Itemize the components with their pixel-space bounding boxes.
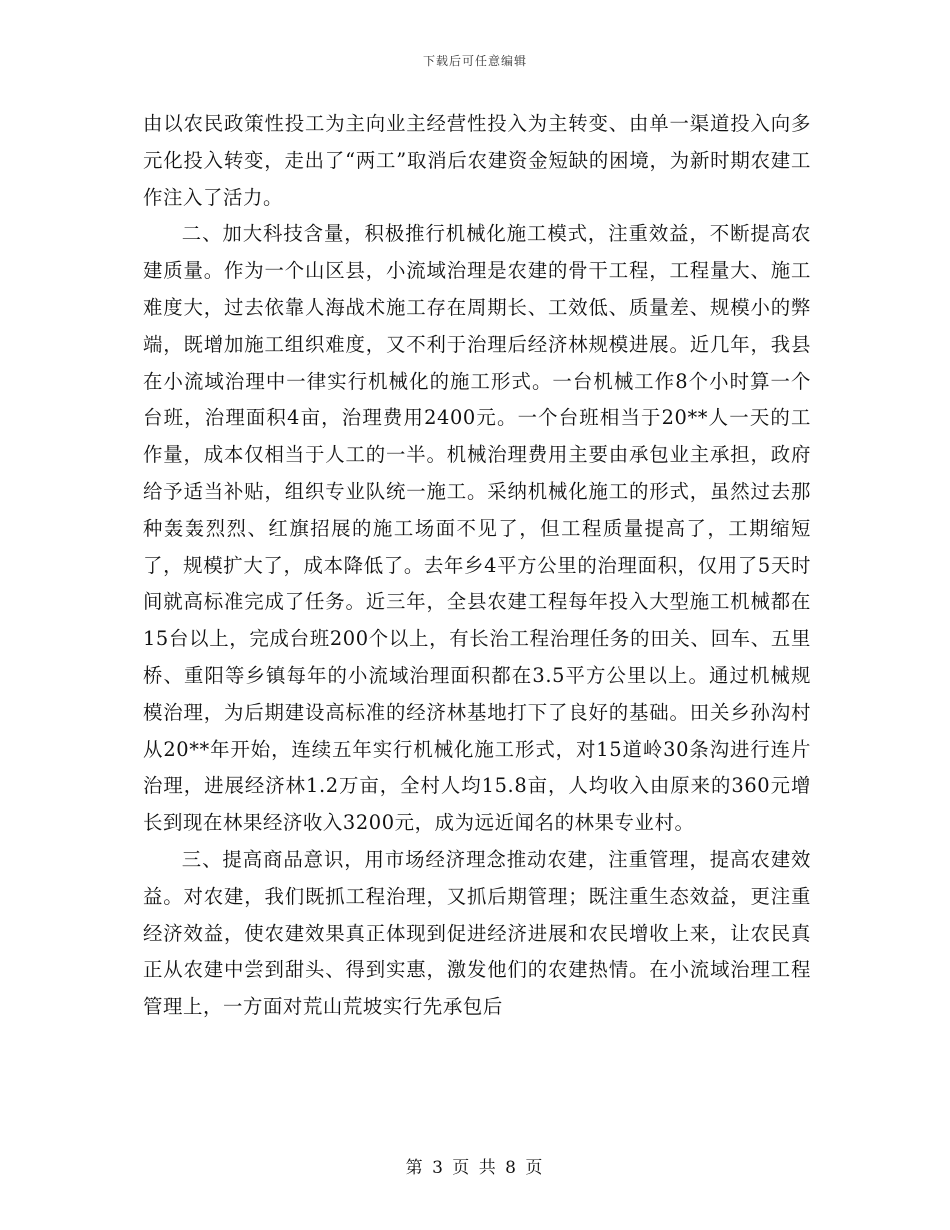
paragraph-2: 二、加大科技含量，积极推行机械化施工模式，注重效益，不断提高农建质量。作为一个山区县，小流域治理是农建的骨干工程，工程量大、施工难度大，过去依靠人海战术施工存在周期长、工效低、质量差、规模小的弊端，既增加施工组织难度，又不利于治理后经济林规模进展。近几年，我县在小流域治理中一律实行机械化的施工形式。一台机械工作8个小时算一个台班，治理面积4亩，治理费用2400元。一个台班相当于20**人一天的工作量，成本仅相当于人工的一半。机械治理费用主要由承包业主承担，政府给予适当补贴，组织专业队统一施工。采纳机械化施工的形式，虽然过去那种轰轰烈烈、红旗招展的施工场面不见了，但工程质量提高了，工期缩短了，规模扩大了，成本降低了。去年乡4平方公里的治理面积，仅用了5天时间就高标准完成了任务。近三年，全县农建工程每年投入大型施工机械都在15台以上，完成台班200个以上，有长治工程治理任务的田关、回车、五里桥、重阳等乡镇每年的小流域治理面积都在3.5平方公里以上。通过机械规模治理，为后期建设高标准的经济林基地打下了良好的基础。田关乡孙沟村从20**年开始，连续五年实行机械化施工形式，对15道岭30条沟进行连片治理，进展经济林1.2万亩，全村人均15.8亩，人均收入由原来的360元增长到现在林果经济收入3200元，成为远近闻名的林果专业村。 — [143, 222, 811, 835]
paragraph-3: 三、提高商品意识，用市场经济理念推动农建，注重管理，提高农建效益。对农建，我们既抓工程治理，又抓后期管理；既注重生态效益，更注重经济效益，使农建效果真正体现到促进经济进展和农民增收上来，让农民真正从农建中尝到甜头、得到实惠，激发他们的农建热情。在小流域治理工程管理上，一方面对荒山荒坡实行先承包后 — [143, 847, 811, 1019]
page-header: 下载后可任意编辑 — [422, 54, 527, 68]
document-body — [143, 106, 811, 1026]
paragraph-1: 由以农民政策性投工为主向业主经营性投入为主转变、由单一渠道投入向多元化投入转变，走出了“两工”取消后农建资金短缺的困境，为新时期农建工作注入了活力。 — [143, 112, 811, 209]
page-footer: 第 3 页 共 8 页 — [405, 1158, 545, 1178]
